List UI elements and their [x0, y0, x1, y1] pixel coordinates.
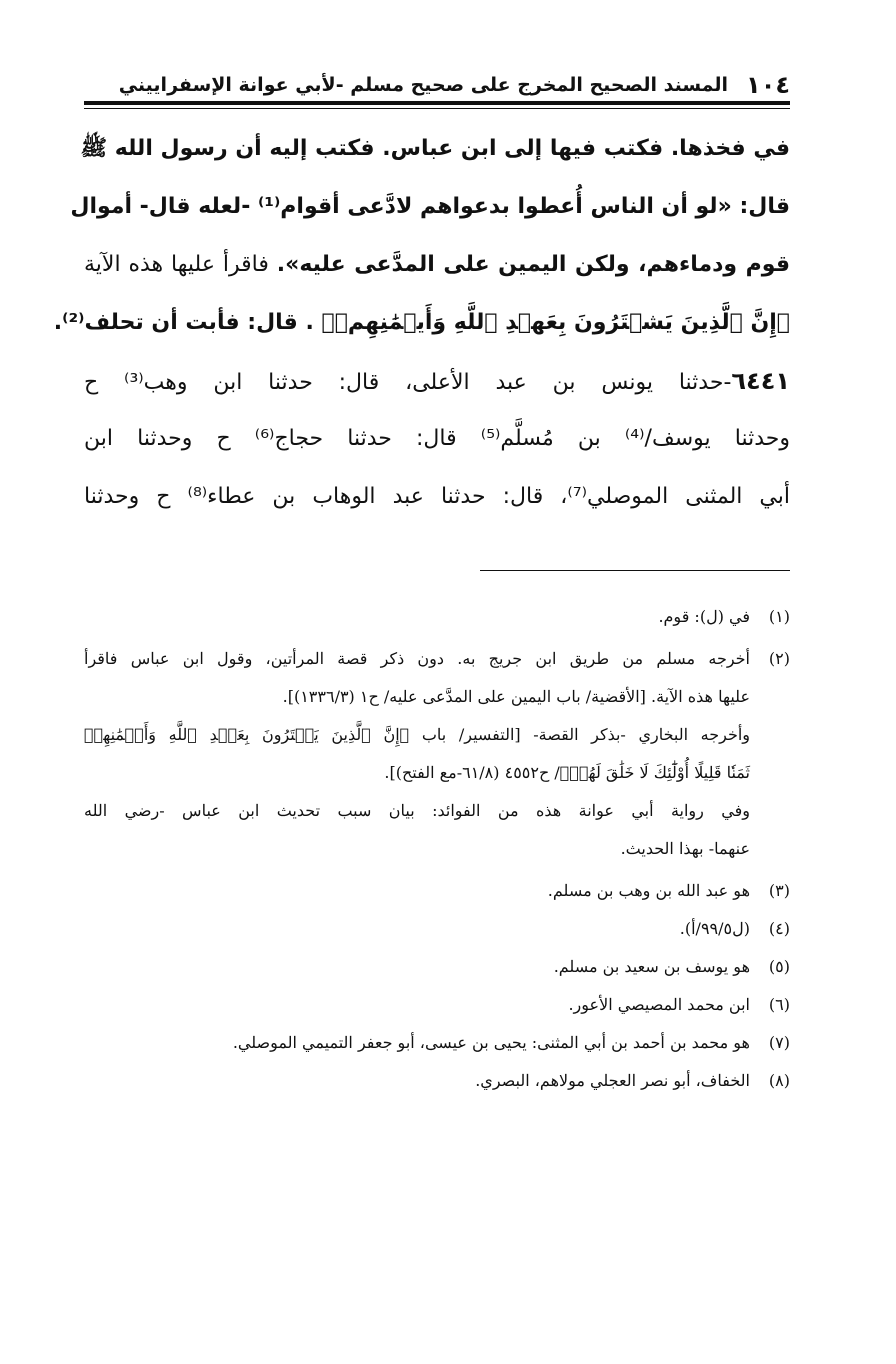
header-rule-thick — [84, 101, 790, 105]
page-header — [84, 70, 790, 100]
footnote-1 — [84, 598, 790, 636]
footnote-line: وفي رواية أبي عوانة هذه من الفوائد: بيان سبب تحديث ابن عباس -رضي الله — [84, 801, 750, 820]
footnote-line: عنهما- بهذا الحديث. — [620, 839, 750, 858]
footnote-line: ابن محمد المصيصي الأعور. — [568, 995, 750, 1014]
footnote-number: (٥) — [768, 957, 790, 976]
main-line-5-text: حدثنا يونس بن عبد الأعلى، قال: حدثنا ابن وهب⁽³⁾ ح — [84, 370, 724, 395]
footnote-number: (٨) — [768, 1071, 790, 1090]
main-line-5 — [84, 352, 790, 410]
footnote-line: هو محمد بن أحمد بن أبي المثنى: يحيى بن عيسى، أبو جعفر التميمي الموصلي. — [232, 1033, 750, 1052]
main-line-1: في فخذها. فكتب فيها إلى ابن عباس. فكتب إليه أن رسول الله ﷺ — [80, 136, 790, 161]
main-line-3-tail: فاقرأ عليها هذه الآية — [84, 252, 277, 277]
hadith-number: ٦٤٤١ — [731, 367, 790, 395]
main-text — [53, 120, 791, 526]
footnote-6 — [84, 986, 790, 1024]
hadith-dash: - — [723, 370, 732, 395]
footnote-line: هو عبد الله بن وهب بن مسلم. — [547, 881, 750, 900]
footnote-8 — [84, 1062, 790, 1100]
footnote-4 — [84, 910, 790, 948]
footnotes — [84, 598, 790, 1100]
footnote-line: (ل٩٩/٥/أ). — [679, 919, 750, 938]
footnote-3 — [84, 872, 790, 910]
footnote-line: ثَمَنٗا قَلِيلًا أُوْلَٰٓئِكَ لَا خَلَٰقَ لَهُمۡ﴾/ ح٤٥٥٢ (٦١/٨-مع الفتح)]. — [384, 763, 750, 782]
main-line-6: وحدثنا يوسف/⁽⁴⁾ بن مُسلَّم⁽⁵⁾ قال: حدثنا حجاج⁽⁶⁾ ح وحدثنا ابن — [84, 426, 791, 451]
footnote-number: (٧) — [768, 1033, 790, 1052]
main-line-2: قال: «لو أن الناس أُعطوا بدعواهم لادَّعى أقوام⁽¹⁾ -لعله قال- أموال — [70, 194, 790, 219]
footnote-line: هو يوسف بن سعيد بن مسلم. — [553, 957, 750, 976]
footnote-separator — [480, 570, 790, 571]
footnote-line: أخرجه مسلم من طريق ابن جريج به. دون ذكر قصة المرأتين، وقول ابن عباس فاقرأ — [84, 649, 750, 668]
footnote-line: الخفاف، أبو نصر العجلي مولاهم، البصري. — [475, 1071, 750, 1090]
footnote-number: (٤) — [768, 919, 790, 938]
footnote-7 — [84, 1024, 790, 1062]
footnote-line: عليها هذه الآية. [الأقضية/ باب اليمين على المدَّعى عليه/ ح١ (١٣٣٦/٣)]. — [282, 687, 750, 706]
footnote-number: (٢) — [768, 649, 790, 668]
footnote-line: في (ل): قوم. — [658, 607, 750, 626]
main-line-3 — [84, 236, 790, 294]
header-rule-thin — [84, 108, 790, 109]
main-line-4: ﴿إِنَّ ٱلَّذِينَ يَشۡتَرُونَ بِعَهۡدِ ٱللَّهِ وَأَيۡمَٰنِهِمۡ﴾ . قال: فأبت أن تحلف⁽²⁾. — [53, 310, 790, 335]
footnote-line: وأخرجه البخاري -بذكر القصة- [التفسير/ باب ﴿إِنَّ ٱلَّذِينَ يَشۡتَرُونَ بِعَهۡدِ ٱللَّهِ وَأَيۡمَٰنِهِمۡ — [84, 725, 750, 744]
main-line-7: أبي المثنى الموصلي⁽⁷⁾، قال: حدثنا عبد الوهاب بن عطاء⁽⁸⁾ ح وحدثنا — [84, 484, 791, 509]
page-number: ١٠٤ — [746, 71, 790, 99]
footnote-2 — [84, 640, 790, 868]
footnote-number: (٣) — [768, 881, 790, 900]
running-title: المسند الصحيح المخرج على صحيح مسلم -لأبي عوانة الإسفراييني — [118, 74, 729, 96]
footnote-5 — [84, 948, 790, 986]
footnote-number: (٦) — [768, 995, 790, 1014]
footnote-number: (١) — [768, 607, 790, 626]
main-line-3-bold: قوم ودماءهم، ولكن اليمين على المدَّعى عليه». — [276, 252, 790, 277]
